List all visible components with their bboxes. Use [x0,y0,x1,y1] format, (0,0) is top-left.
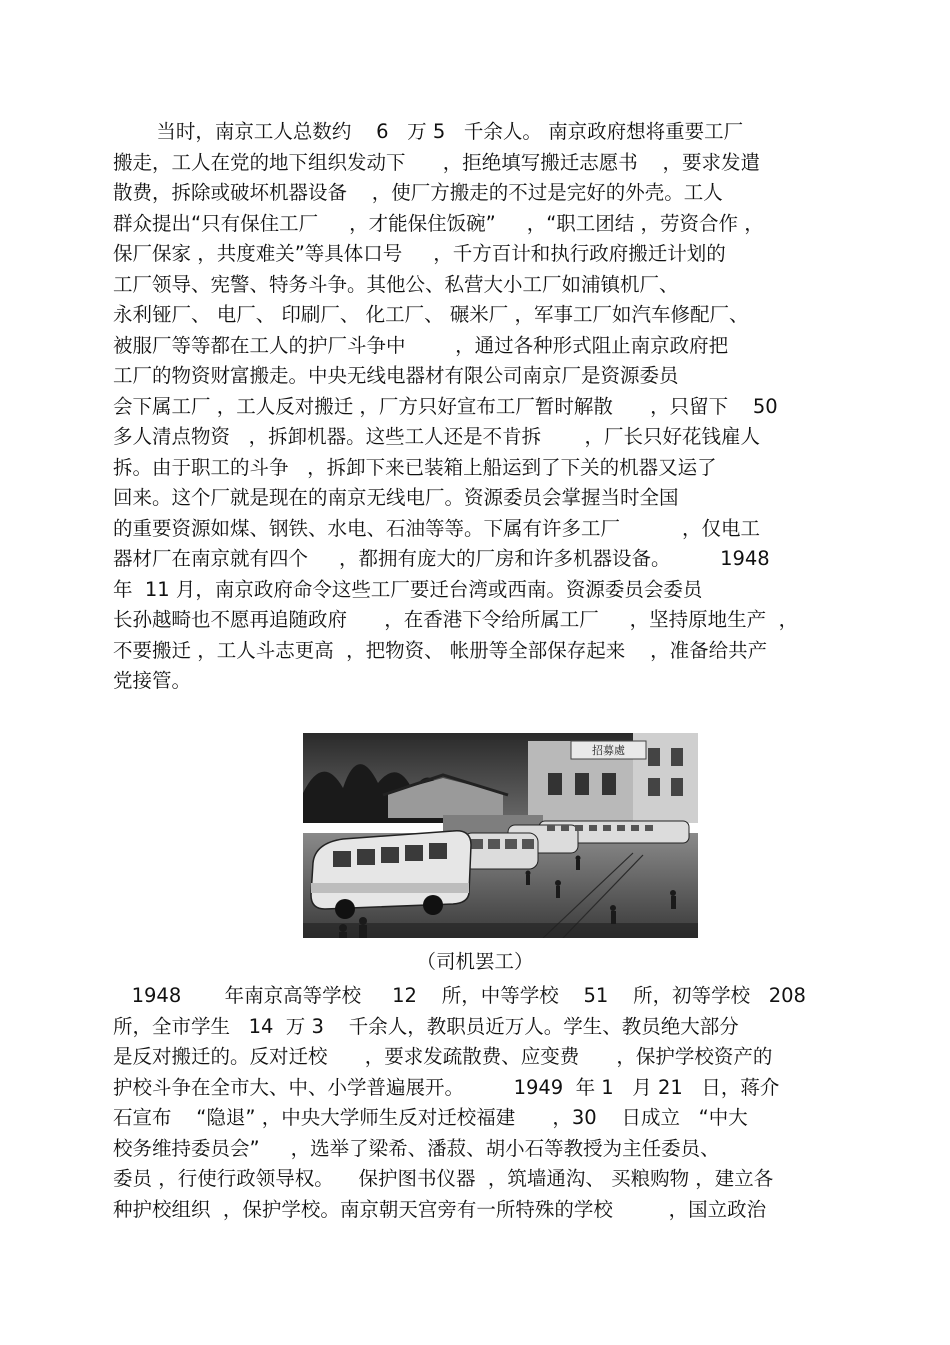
text-line: 多人清点物资 ，拆卸机器。这些工人还是不肯拆 ，厂长只好花钱雇人 [113,425,760,448]
bus-strike-photo [303,733,698,938]
text-line: 校务维持委员会” ，选举了梁希、潘菽、胡小石等教授为主任委员、 [113,1136,720,1160]
text-line: 工厂领导、宪警、特务斗争。其他公、私营大小工厂如浦镇机厂、 [113,272,679,296]
photo-image [303,733,698,938]
paragraph-school-protection [113,981,873,1225]
text-line: 种护校组织 ，保护学校。南京朝天宫旁有一所特殊的学校 ，国立政治 [113,1197,767,1221]
text-line: 的重要资源如煤、钢铁、水电、石油等等。下属有许多工厂 ，仅电工 [113,516,760,540]
text-line: 所，全市学生 14 万 3 千余人，教职员近万人。学生、教员绝大部分 [113,1014,739,1038]
text-line: 石宣布 “隐退” ，中央大学师生反对迁校福建 ，30 日成立 “中大 [113,1106,748,1129]
text-line: 1948 年南京高等学校 12 所，中等学校 51 所，初等学校 208 [113,984,806,1007]
text-line: 群众提出“只有保住工厂 ，才能保住饭碗” ，“职工团结 ，劳资合作 ， [113,211,764,235]
text-line: 护校斗争在全市大、中、小学普遍展开。 1949 年 1 月 21 日，蒋介 [113,1075,780,1099]
text-line: 会下属工厂 ，工人反对搬迁 ，厂方只好宣布工厂暂时解散 ，只留下 50 [113,394,778,418]
photo-caption: （司机罢工） [416,950,534,973]
text-line: 年 11 月，南京政府命令这些工厂要迁台湾或西南。资源委员会委员 [113,577,703,601]
text-line: 保厂保家 ，共度难关”等具体口号 ，千方百计和执行政府搬迁计划的 [113,242,726,265]
text-line: 被服厂等等都在工人的护厂斗争中 ，通过各种形式阻止南京政府把 [113,333,729,357]
text-line: 搬走，工人在党的地下组织发动下 ，拒绝填写搬迁志愿书 ，要求发遣 [113,150,760,174]
banner-text: 招募處 [592,744,625,757]
text-line: 不要搬迁 ，工人斗志更高 ，把物资、 帐册等全部保存起来 ，准备给共产 [113,638,768,662]
text-line: 委员 ，行使行政领导权。 保护图书仪器 ，筑墙通沟、 买粮购物 ，建立各 [113,1167,774,1190]
text-line: 是反对搬迁的。反对迁校 ，要求发疏散费、应变费 ，保护学校资产的 [113,1045,773,1068]
text-line: 工厂的物资财富搬走。中央无线电器材有限公司南京厂是资源委员 [113,364,679,387]
text-line: 回来。这个厂就是现在的南京无线电厂。资源委员会掌握当时全国 [113,486,679,509]
text-line: 拆。由于职工的斗争 ，拆卸下来已装箱上船运到了下关的机器又运了 [113,455,717,479]
text-line: 散费，拆除或破坏机器设备 ，使厂方搬走的不过是完好的外壳。工人 [113,181,723,204]
text-line: 永利铔厂、 电厂、 印刷厂、 化工厂、 碾米厂 ，军事工厂如汽车修配厂、 [113,303,749,326]
text-line: 长孙越畸也不愿再追随政府 ，在香港下令给所属工厂 ，坚持原地生产 ， [113,608,799,631]
paragraph-factory-protection [113,117,873,697]
text-line: 党接管。 [113,669,192,692]
text-line: 器材厂在南京就有四个 ，都拥有庞大的厂房和许多机器设备。 1948 [113,547,770,570]
text-line: 当时，南京工人总数约 6 万 5 千余人。 南京政府想将重要工厂 [113,120,744,143]
